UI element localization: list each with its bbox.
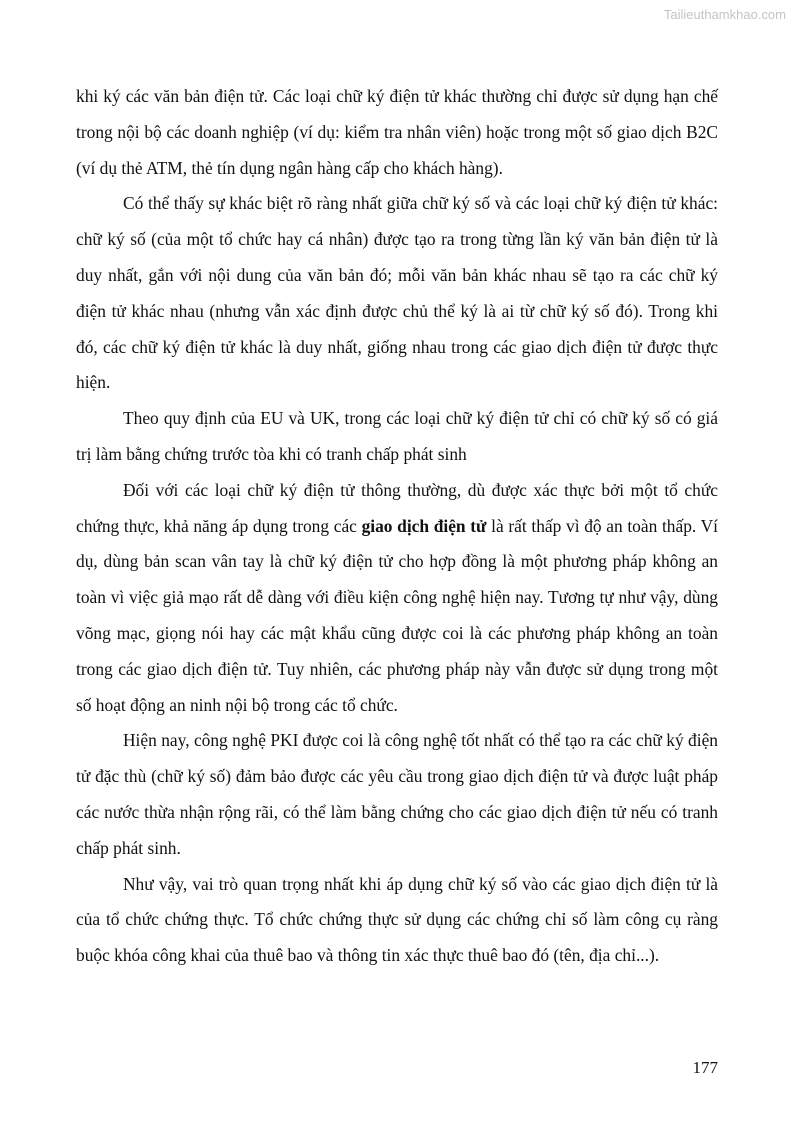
paragraph-digital-signature-difference: Có thể thấy sự khác biệt rõ ràng nhất giữa chữ ký số và các loại chữ ký điện tử khác: chữ ký số (của một tổ chức hay cá nhân) được tạo ra trong từng lần ký văn bản điện tử là duy nhất, gắn với nội dung của văn bản đó; mỗi văn bản khác nhau sẽ tạo ra các chữ ký điện tử khác nhau (nhưng vẫn xác định được chủ thể ký là ai từ chữ ký số đó). Trong khi đó, các chữ ký điện tử khác là duy nhất, giống nhau trong các giao dịch điện tử được thực hiện. [76, 193, 718, 393]
paragraph-text-before: Đối với các loại chữ ký điện tử thông thường, dù được xác thực bởi một tổ chức chứng thực, khả năng áp dụng trong các [76, 479, 718, 536]
bold-term-e-transactions: giao dịch điện tử [361, 515, 487, 536]
page-number: 177 [692, 1058, 718, 1077]
document-body [76, 79, 718, 974]
paragraph-continuation: khi ký các văn bản điện tử. Các loại chữ ký điện tử khác thường chỉ được sử dụng hạn chế trong nội bộ các doanh nghiệp (ví dụ: kiểm tra nhân viên) hoặc trong một số giao dịch B2C (ví dụ thẻ ATM, thẻ tín dụng ngân hàng cấp cho khách hàng). [76, 86, 718, 178]
watermark-text: Tailieuthamkhao.com [663, 7, 786, 22]
paragraph-pki-technology: Hiện nay, công nghệ PKI được coi là công nghệ tốt nhất có thể tạo ra các chữ ký điện tử đặc thù (chữ ký số) đảm bảo được các yêu cầu trong giao dịch điện tử và được luật pháp các nước thừa nhận rộng rãi, có thể làm bằng chứng cho các giao dịch điện tử nếu có tranh chấp phát sinh. [76, 730, 718, 858]
paragraph-certification-role: Như vậy, vai trò quan trọng nhất khi áp dụng chữ ký số vào các giao dịch điện tử là của tổ chức chứng thực. Tổ chức chứng thực sử dụng các chứng chỉ số làm công cụ ràng buộc khóa công khai của thuê bao và thông tin xác thực thuê bao đó (tên, địa chỉ...). [76, 873, 718, 966]
paragraph-text-after: là rất thấp vì độ an toàn thấp. Ví dụ, dùng bản scan vân tay là chữ ký điện tử cho hợp đồng là một phương pháp không an toàn vì việc giả mạo rất dễ dàng với điều kiện công nghệ hiện nay. Tương tự như vậy, dùng võng mạc, giọng nói hay các mật khẩu cũng được coi là các phương pháp không an toàn trong các giao dịch điện tử. Tuy nhiên, các phương pháp này vẫn được sử dụng trong một số hoạt động an ninh nội bộ trong các tổ chức. [76, 515, 718, 715]
paragraph-ordinary-signatures [76, 473, 718, 724]
paragraph-eu-uk-regulation: Theo quy định của EU và UK, trong các loại chữ ký điện tử chỉ có chữ ký số có giá trị làm bằng chứng trước tòa khi có tranh chấp phát sinh [76, 408, 718, 464]
